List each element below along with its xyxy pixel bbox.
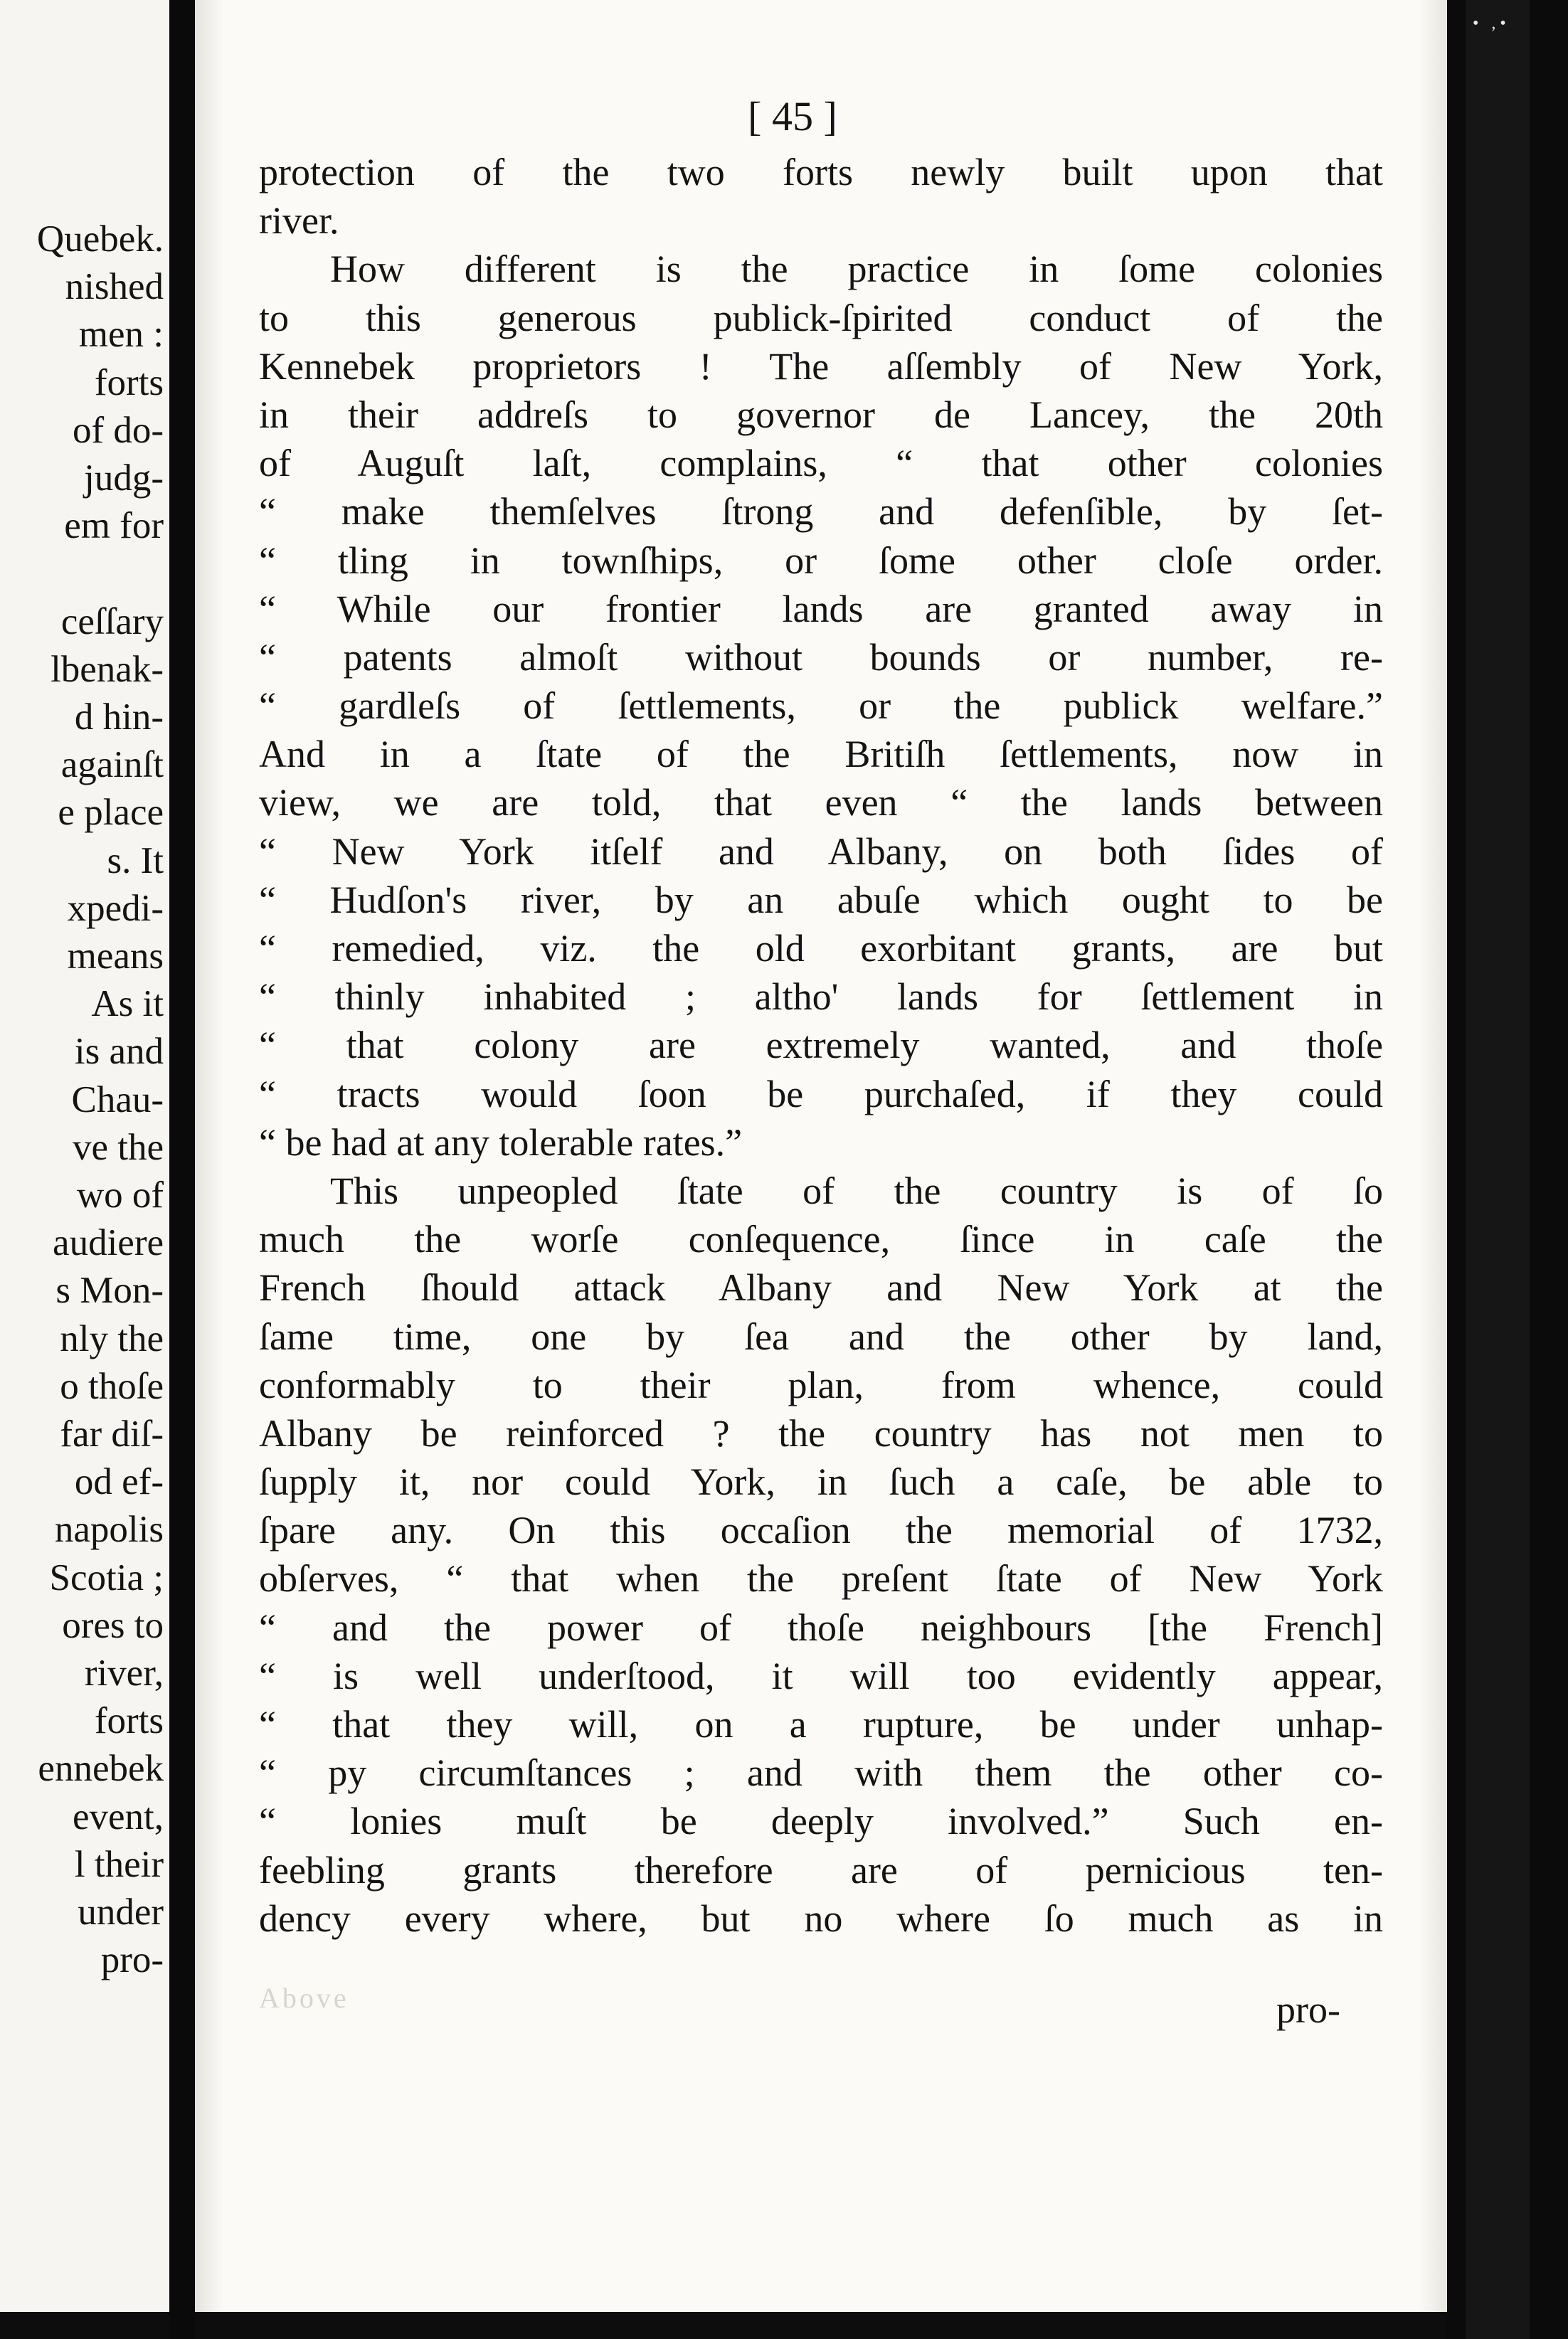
text-line: protection of the two forts newly built upon that (259, 151, 1383, 193)
text-line: “ gardleſs of ſettlements, or the publick welfare.” (259, 684, 1383, 728)
facing-page-line: napolis (54, 1509, 164, 1551)
text-line: How different is the practice in ſome colonies (330, 248, 1383, 291)
facing-page-line: d hin- (74, 696, 164, 738)
show-through-text: Above (259, 1982, 349, 2014)
facing-page-line: forts (94, 361, 164, 403)
text-line: French ſhould attack Albany and New York at the (259, 1266, 1383, 1310)
facing-page-line: forts (94, 1700, 164, 1742)
text-line: “ While our frontier lands are granted away in (259, 587, 1383, 630)
facing-page-line: As it (91, 983, 164, 1025)
text-line: “ is well underſtood, it will too evidently appear, (259, 1654, 1383, 1697)
text-line: “ lonies muſt be deeply involved.” Such en- (259, 1800, 1383, 1843)
text-line: “ patents almoſt without bounds or number, re- (259, 635, 1383, 679)
facing-page-fragment (0, 0, 169, 2312)
text-line: And in a ſtate of the Britiſh ſettlements, now in (259, 733, 1383, 776)
text-line: “ thinly inhabited ; altho' lands for ſettlement in (259, 975, 1383, 1019)
text-line: “ remedied, viz. the old exorbitant grants, are but (259, 927, 1383, 970)
page-shadow-right (1419, 0, 1447, 2312)
book-binding-edge (1466, 0, 1530, 2339)
text-line: obſerves, “ that when the preſent ſtate of New York (259, 1557, 1383, 1601)
text-line: “ tracts would ſoon be purchaſed, if they could (259, 1072, 1383, 1115)
text-line: view, we are told, that even “ the lands between (259, 781, 1383, 824)
facing-page-line: l their (74, 1843, 164, 1885)
facing-page-line: lbenak- (51, 648, 164, 690)
facing-page-line: means (67, 935, 164, 977)
facing-page-line: is and (74, 1031, 164, 1073)
text-line: river. (259, 199, 339, 243)
facing-page-line: o thoſe (60, 1365, 164, 1407)
facing-page-line: men : (78, 314, 164, 356)
facing-page-line: pro- (100, 1939, 164, 1981)
text-line: dency every where, but no where ſo much as in (259, 1897, 1383, 1940)
text-line: “ that they will, on a rupture, be under unhap- (259, 1703, 1383, 1746)
facing-page-line: far diſ- (60, 1414, 164, 1455)
page-shadow-left (195, 0, 223, 2312)
text-line: “ tling in townſhips, or ſome other cloſe order. (259, 539, 1383, 582)
facing-page-line: od ef- (74, 1461, 164, 1503)
facing-page-line: ceſſary (60, 600, 164, 642)
text-line: “ New York itſelf and Albany, on both ſides of (259, 829, 1383, 873)
catchword: pro- (1276, 1988, 1340, 2031)
facing-page-line: s Mon- (55, 1270, 164, 1312)
text-line: “ and the power of thoſe neighbours [the French] (259, 1606, 1383, 1649)
text-line: ſame time, one by ſea and the other by land, (259, 1315, 1383, 1358)
text-line: “ be had at any tolerable rates.” (259, 1120, 743, 1164)
facing-page-line: judg- (84, 457, 164, 499)
facing-page-line: em for (64, 505, 164, 547)
text-line: much the worſe conſequence, ſince in caſe the (259, 1218, 1383, 1261)
facing-page-line: ennebek (38, 1748, 164, 1790)
facing-page-line: river, (84, 1653, 164, 1694)
facing-page-line: wo of (76, 1174, 164, 1216)
binding-marks: • ,• (1473, 14, 1510, 33)
facing-page-line: ores to (62, 1604, 164, 1646)
text-line: “ make themſelves ſtrong and defenſible, by ſet- (259, 490, 1383, 534)
text-line: “ py circumſtances ; and with them the other co- (259, 1751, 1383, 1795)
facing-page-line: Quebek. (36, 218, 164, 260)
facing-page-line: s. It (107, 839, 164, 881)
text-line: “ Hudſon's river, by an abuſe which ought to be (259, 878, 1383, 921)
text-line: “ that colony are extremely wanted, and thoſe (259, 1024, 1383, 1067)
facing-page-line: event, (72, 1796, 164, 1837)
facing-page-line: againſt (60, 744, 164, 786)
page-body-text (259, 148, 1383, 1943)
text-line: Kennebek proprietors ! The aſſembly of New York, (259, 344, 1383, 388)
facing-page-line: e place (58, 792, 164, 834)
text-line: to this generous publick-ſpirited conduct of the (259, 296, 1383, 339)
facing-page-line: Scotia ; (49, 1556, 164, 1598)
text-line: conformably to their plan, from whence, could (259, 1363, 1383, 1406)
text-line: of Auguſt laſt, complains, “ that other colonies (259, 442, 1383, 485)
text-line: feebling grants therefore are of pernicious ten- (259, 1848, 1383, 1892)
facing-page-line: nly the (60, 1317, 164, 1359)
text-line: ſupply it, nor could York, in ſuch a caſe, be able to (259, 1460, 1383, 1504)
text-line: Albany be reinforced ? the country has not men to (259, 1411, 1383, 1455)
facing-page-line: nished (65, 266, 164, 308)
facing-page-line: audiere (53, 1222, 164, 1264)
left-gutter (169, 0, 195, 2339)
facing-page-line: Chau- (71, 1078, 164, 1120)
facing-page-line: xpedi- (67, 887, 164, 929)
facing-page-line: ve the (72, 1126, 164, 1168)
text-line: This unpeopled ſtate of the country is of ſo (330, 1169, 1383, 1212)
page-number: [ 45 ] (748, 93, 837, 139)
text-line: in their addreſs to governor de Lancey, the 20th (259, 393, 1383, 436)
book-page (195, 0, 1447, 2312)
facing-page-line: under (78, 1892, 164, 1933)
text-line: ſpare any. On this occaſion the memorial of 1732, (259, 1509, 1383, 1552)
facing-page-line: of do- (72, 409, 164, 451)
